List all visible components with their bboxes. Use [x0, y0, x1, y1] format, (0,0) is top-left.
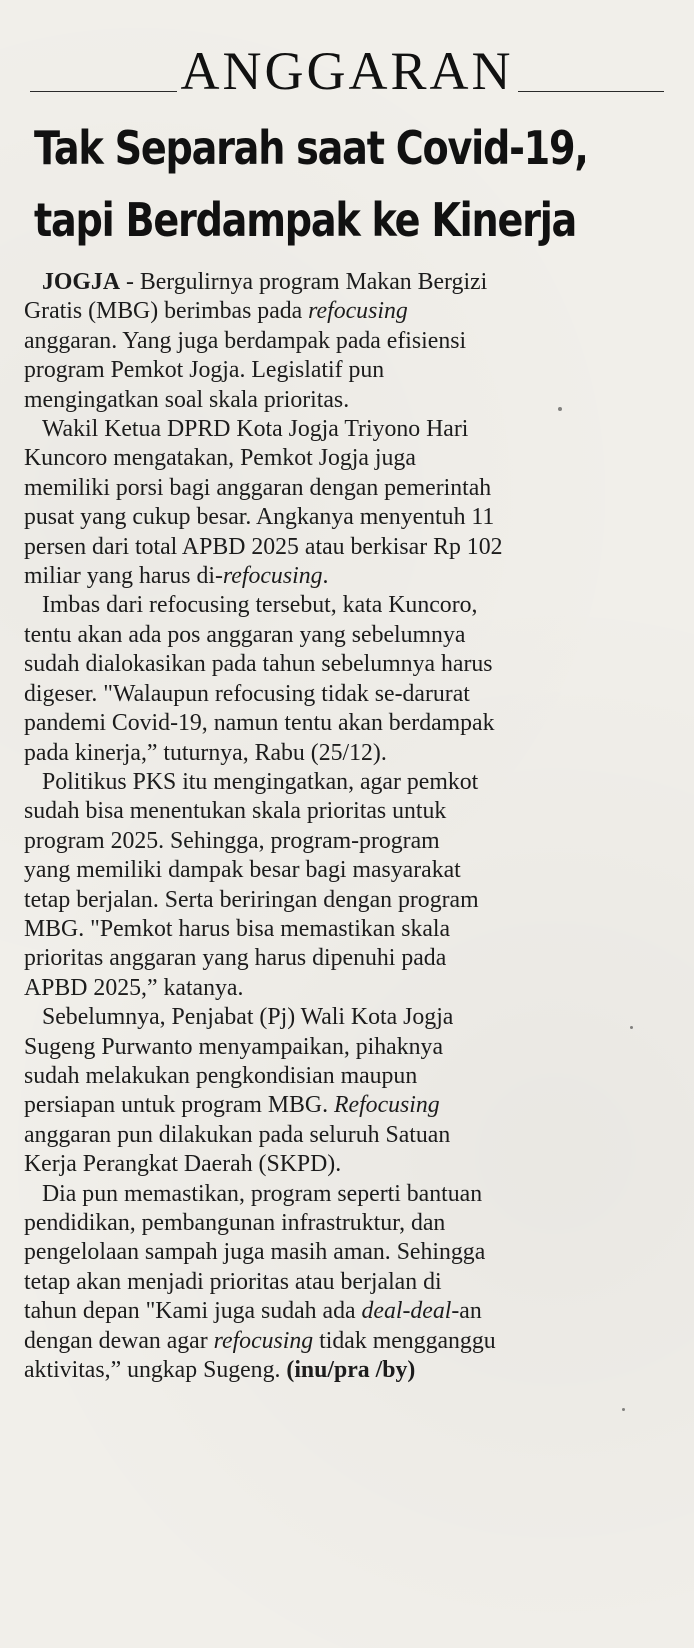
article-line	[24, 297, 644, 326]
article-line: APBD 2025,” katanya.	[24, 974, 244, 1001]
article-italic-term: deal-deal	[361, 1298, 452, 1325]
article-text: miliar yang harus di-	[24, 563, 223, 590]
article-line: anggaran. Yang juga berdampak pada efisiensi	[24, 327, 467, 354]
headline	[34, 112, 588, 256]
article-text: persiapan untuk program MBG.	[24, 1092, 334, 1119]
print-speck	[630, 1026, 633, 1029]
article-line: Sebelumnya, Penjabat (Pj) Wali Kota Jogja	[42, 1004, 454, 1031]
article-text: tahun depan "Kami juga sudah ada	[24, 1298, 362, 1325]
article-line	[24, 1091, 644, 1120]
article-line	[24, 1297, 644, 1326]
article-text: Gratis (MBG) berimbas pada	[24, 298, 309, 325]
article-line: sudah bisa menentukan skala prioritas untuk	[24, 798, 447, 825]
section-kicker-row	[30, 38, 664, 101]
article-italic-term: refocusing	[222, 563, 323, 590]
article-text: - Bergulirnya program Makan Bergizi	[120, 269, 488, 295]
section-kicker: ANGGARAN	[180, 41, 514, 101]
article-line: pandemi Covid-19, namun tentu akan berdampak	[24, 710, 495, 737]
article-line: program 2025. Sehingga, program-program	[24, 827, 440, 854]
article-text: .	[322, 563, 329, 590]
article-line: memiliki porsi bagi anggaran dengan pemerintah	[24, 474, 492, 501]
article-line: sudah melakukan pengkondisian maupun	[24, 1062, 418, 1089]
article-text: -an	[451, 1298, 482, 1325]
dateline: JOGJA	[42, 269, 121, 295]
article-line: yang memiliki dampak besar bagi masyarakat	[24, 857, 461, 884]
article-line: tetap berjalan. Serta beriringan dengan program	[24, 886, 479, 913]
article-italic-term: Refocusing	[333, 1092, 440, 1119]
article-line: tentu akan ada pos anggaran yang sebelumnya	[24, 621, 466, 648]
article-text: tidak mengganggu	[313, 1327, 496, 1354]
article-line: pada kinerja,” tuturnya, Rabu (25/12).	[24, 739, 387, 766]
article-line: pendidikan, pembangunan infrastruktur, dan	[24, 1210, 446, 1236]
article-line: pengelolaan sampah juga masih aman. Sehingga	[24, 1239, 486, 1266]
article-line: sudah dialokasikan pada tahun sebelumnya harus	[24, 651, 493, 678]
article-line: Imbas dari refocusing tersebut, kata Kuncoro,	[42, 592, 478, 619]
article-line: pusat yang cukup besar. Angkanya menyentuh 11	[24, 504, 495, 531]
article-text: aktivitas,” ungkap Sugeng.	[24, 1357, 287, 1384]
article-line: tetap akan menjadi prioritas atau berjalan di	[24, 1268, 442, 1295]
article-text: dengan dewan agar	[24, 1327, 214, 1354]
kicker-rule-left	[30, 91, 177, 92]
article-italic-term: refocusing	[213, 1327, 314, 1354]
headline-line-2: tapi Berdampak ke Kinerja	[34, 193, 577, 247]
print-speck	[558, 407, 562, 411]
author-credit: (inu/pra /by)	[286, 1357, 416, 1384]
article-line	[24, 562, 644, 591]
article-line: digeser. "Walaupun refocusing tidak se-darurat	[24, 680, 470, 707]
article-line: persen dari total APBD 2025 atau berkisar Rp 102	[24, 533, 503, 560]
article-line: mengingatkan soal skala prioritas.	[24, 386, 350, 413]
article-line: prioritas anggaran yang harus dipenuhi pada	[24, 945, 447, 972]
article-line: program Pemkot Jogja. Legislatif pun	[24, 357, 385, 384]
article-body	[24, 268, 644, 1385]
article-line: Kerja Perangkat Daerah (SKPD).	[24, 1151, 342, 1178]
article-line: Politikus PKS itu mengingatkan, agar pemkot	[42, 768, 479, 795]
article-line: anggaran pun dilakukan pada seluruh Satuan	[24, 1121, 451, 1148]
print-speck	[622, 1408, 625, 1411]
headline-line-1: Tak Separah saat Covid-19,	[34, 121, 588, 175]
article-line	[24, 268, 644, 297]
article-line: Kuncoro mengatakan, Pemkot Jogja juga	[24, 445, 416, 472]
article-line: MBG. "Pemkot harus bisa memastikan skala	[24, 915, 451, 942]
article-line	[24, 1327, 644, 1356]
article-italic-term: refocusing	[308, 298, 408, 325]
article-line	[24, 1356, 644, 1385]
article-line: Wakil Ketua DPRD Kota Jogja Triyono Hari	[42, 416, 469, 443]
kicker-rule-right	[518, 91, 665, 92]
article-line: Dia pun memastikan, program seperti bantuan	[42, 1180, 483, 1207]
article-line: Sugeng Purwanto menyampaikan, pihaknya	[24, 1033, 444, 1060]
